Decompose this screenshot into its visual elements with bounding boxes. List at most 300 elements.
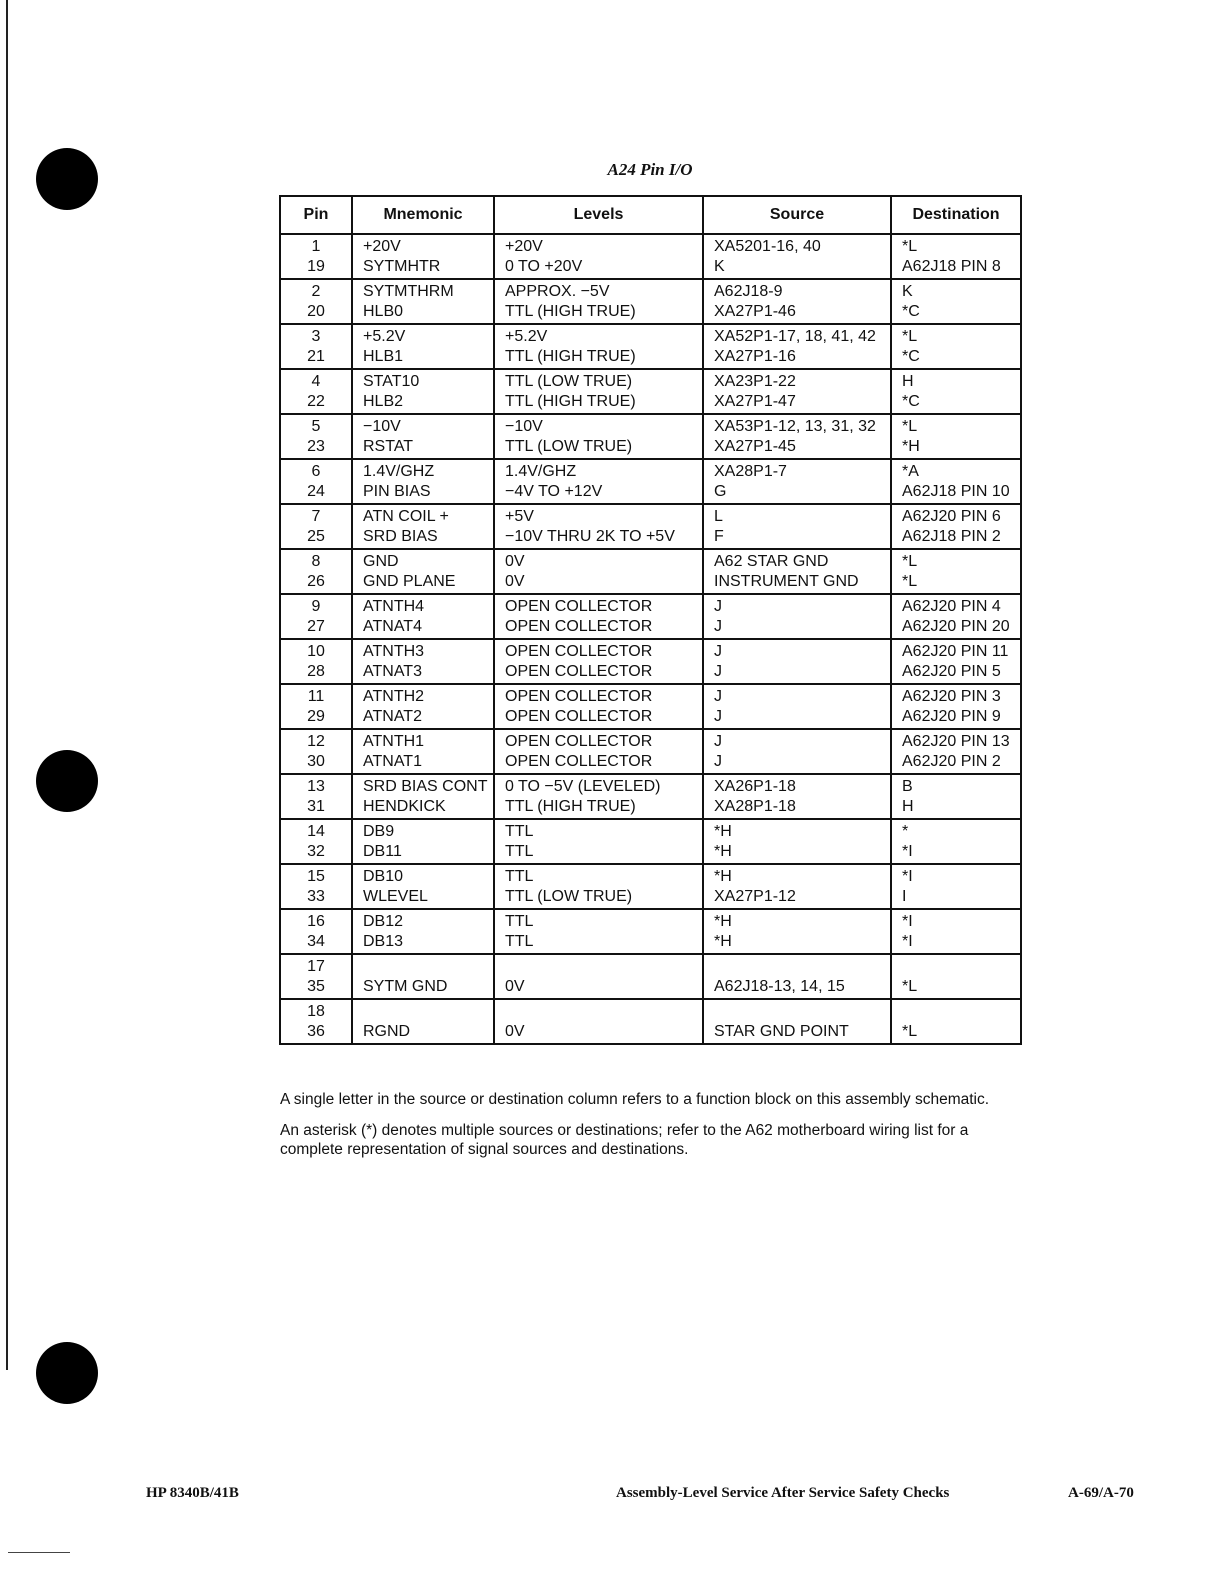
destination-line: *L bbox=[902, 978, 918, 995]
pin-line: 14 bbox=[307, 823, 325, 840]
destination-cell bbox=[891, 594, 1021, 639]
mnemonic-cell bbox=[352, 999, 494, 1044]
mnemonic-cell bbox=[352, 864, 494, 909]
levels-line: TTL (LOW TRUE) bbox=[505, 438, 633, 455]
mnemonic-cell bbox=[352, 639, 494, 684]
destination-line: *L bbox=[902, 1023, 918, 1040]
source-line: XA5201-16, 40 bbox=[714, 238, 821, 255]
destination-line: *L bbox=[902, 573, 918, 590]
destination-cell bbox=[891, 729, 1021, 774]
pin-cell bbox=[280, 459, 352, 504]
destination-line: *I bbox=[902, 933, 913, 950]
levels-line: TTL (LOW TRUE) bbox=[505, 888, 633, 905]
pin-cell bbox=[280, 909, 352, 954]
levels-cell bbox=[494, 324, 703, 369]
mnemonic-line: HLB1 bbox=[363, 348, 404, 365]
notes bbox=[280, 1090, 1025, 1171]
destination-line: *I bbox=[902, 868, 913, 885]
levels-line: TTL (HIGH TRUE) bbox=[505, 393, 636, 410]
footer-section-title: Assembly-Level Service After Service Safety Checks bbox=[616, 1485, 950, 1501]
levels-line: −10V bbox=[505, 418, 543, 435]
mnemonic-line: DB10 bbox=[363, 868, 404, 885]
source-cell bbox=[703, 369, 891, 414]
mnemonic-line: ATNTH3 bbox=[363, 643, 425, 660]
levels-line: TTL bbox=[505, 843, 534, 860]
pin-cell bbox=[280, 324, 352, 369]
mnemonic-cell bbox=[352, 459, 494, 504]
pin-line: 26 bbox=[307, 573, 325, 590]
mnemonic-line: RSTAT bbox=[363, 438, 414, 455]
destination-line: *L bbox=[902, 553, 918, 570]
levels-cell bbox=[494, 774, 703, 819]
header-mnemonic: Mnemonic bbox=[352, 196, 494, 234]
header-destination: Destination bbox=[891, 196, 1021, 234]
mnemonic-line: ATNAT4 bbox=[363, 618, 422, 635]
levels-line: OPEN COLLECTOR bbox=[505, 643, 653, 660]
source-cell bbox=[703, 459, 891, 504]
destination-line: *A bbox=[902, 463, 919, 480]
table-row bbox=[280, 729, 1021, 774]
source-line: *H bbox=[714, 823, 732, 840]
levels-line: TTL (HIGH TRUE) bbox=[505, 303, 636, 320]
pin-line: 30 bbox=[307, 753, 325, 770]
pin-cell bbox=[280, 549, 352, 594]
source-cell bbox=[703, 729, 891, 774]
pin-line: 17 bbox=[307, 958, 325, 975]
destination-line: A62J20 PIN 9 bbox=[902, 708, 1001, 725]
table-row bbox=[280, 909, 1021, 954]
pin-line: 1 bbox=[311, 238, 321, 255]
pin-line: 21 bbox=[307, 348, 325, 365]
mnemonic-line: ATNAT1 bbox=[363, 753, 422, 770]
destination-line: A62J20 PIN 11 bbox=[902, 643, 1009, 660]
source-cell bbox=[703, 414, 891, 459]
table-row bbox=[280, 369, 1021, 414]
bottom-left-rule bbox=[8, 1552, 70, 1553]
binder-hole-middle bbox=[36, 750, 98, 812]
source-line bbox=[714, 957, 890, 977]
destination-cell bbox=[891, 279, 1021, 324]
mnemonic-line: ATN COIL + bbox=[363, 508, 449, 525]
levels-line: +5.2V bbox=[505, 328, 548, 345]
destination-line bbox=[902, 1002, 1020, 1022]
source-line: INSTRUMENT GND bbox=[714, 573, 859, 590]
levels-cell bbox=[494, 639, 703, 684]
table-row bbox=[280, 954, 1021, 999]
mnemonic-cell bbox=[352, 549, 494, 594]
table-row bbox=[280, 594, 1021, 639]
header-pin: Pin bbox=[280, 196, 352, 234]
pin-cell bbox=[280, 729, 352, 774]
levels-line: TTL (LOW TRUE) bbox=[505, 373, 633, 390]
header-levels: Levels bbox=[494, 196, 703, 234]
header-source: Source bbox=[703, 196, 891, 234]
mnemonic-line: PIN BIAS bbox=[363, 483, 431, 500]
destination-line: H bbox=[902, 373, 914, 390]
note-single-letter: A single letter in the source or destination column refers to a function block on this assembly schematic. bbox=[280, 1091, 990, 1108]
pin-cell bbox=[280, 864, 352, 909]
levels-line: OPEN COLLECTOR bbox=[505, 663, 653, 680]
destination-cell bbox=[891, 369, 1021, 414]
levels-line: 0 TO +20V bbox=[505, 258, 583, 275]
source-line: J bbox=[714, 643, 722, 660]
source-line: J bbox=[714, 753, 722, 770]
mnemonic-line: ATNAT3 bbox=[363, 663, 422, 680]
destination-cell bbox=[891, 774, 1021, 819]
source-line: XA28P1-18 bbox=[714, 798, 796, 815]
destination-cell bbox=[891, 684, 1021, 729]
levels-line: 0V bbox=[505, 573, 525, 590]
pin-line: 35 bbox=[307, 978, 325, 995]
source-cell bbox=[703, 549, 891, 594]
destination-line: *C bbox=[902, 348, 920, 365]
destination-line: *C bbox=[902, 393, 920, 410]
levels-cell bbox=[494, 279, 703, 324]
destination-cell bbox=[891, 324, 1021, 369]
pin-line: 9 bbox=[311, 598, 321, 615]
mnemonic-line: HENDKICK bbox=[363, 798, 446, 815]
pin-line: 23 bbox=[307, 438, 325, 455]
source-line: XA27P1-16 bbox=[714, 348, 796, 365]
source-line: J bbox=[714, 733, 722, 750]
destination-line: A62J18 PIN 10 bbox=[902, 483, 1010, 500]
levels-cell bbox=[494, 909, 703, 954]
levels-line: +20V bbox=[505, 238, 543, 255]
pin-cell bbox=[280, 594, 352, 639]
source-cell bbox=[703, 819, 891, 864]
mnemonic-line: ATNTH4 bbox=[363, 598, 425, 615]
source-line: K bbox=[714, 258, 725, 275]
levels-line: TTL bbox=[505, 933, 534, 950]
mnemonic-line: +20V bbox=[363, 238, 401, 255]
destination-line: A62J20 PIN 13 bbox=[902, 733, 1010, 750]
source-cell bbox=[703, 504, 891, 549]
pin-line: 28 bbox=[307, 663, 325, 680]
footer-page-number: A-69/A-70 bbox=[1068, 1485, 1134, 1501]
mnemonic-cell bbox=[352, 729, 494, 774]
mnemonic-line: SRD BIAS bbox=[363, 528, 438, 545]
destination-cell bbox=[891, 414, 1021, 459]
left-margin-line bbox=[6, 0, 8, 1370]
pin-line: 31 bbox=[307, 798, 325, 815]
table-row bbox=[280, 279, 1021, 324]
mnemonic-cell bbox=[352, 819, 494, 864]
mnemonic-line: ATNTH2 bbox=[363, 688, 425, 705]
source-line: A62J18-9 bbox=[714, 283, 783, 300]
source-cell bbox=[703, 594, 891, 639]
pin-line: 32 bbox=[307, 843, 325, 860]
mnemonic-line: 1.4V/GHZ bbox=[363, 463, 435, 480]
destination-cell bbox=[891, 909, 1021, 954]
source-line: *H bbox=[714, 913, 732, 930]
destination-line: *H bbox=[902, 438, 920, 455]
source-line: XA26P1-18 bbox=[714, 778, 796, 795]
source-line bbox=[714, 1002, 890, 1022]
pin-line: 8 bbox=[311, 553, 321, 570]
levels-cell bbox=[494, 414, 703, 459]
mnemonic-line: STAT10 bbox=[363, 373, 420, 390]
pin-line: 20 bbox=[307, 303, 325, 320]
pin-line: 13 bbox=[307, 778, 325, 795]
footer-model: HP 8340B/41B bbox=[146, 1485, 239, 1501]
source-line: XA27P1-46 bbox=[714, 303, 796, 320]
destination-line: A62J20 PIN 3 bbox=[902, 688, 1001, 705]
levels-cell bbox=[494, 369, 703, 414]
pin-line: 5 bbox=[311, 418, 321, 435]
destination-line: A62J20 PIN 20 bbox=[902, 618, 1010, 635]
levels-line: −10V THRU 2K TO +5V bbox=[505, 528, 675, 545]
destination-line: *L bbox=[902, 418, 918, 435]
destination-line: A62J20 PIN 4 bbox=[902, 598, 1001, 615]
source-line: J bbox=[714, 663, 722, 680]
pin-line: 6 bbox=[311, 463, 321, 480]
pin-cell bbox=[280, 819, 352, 864]
source-cell bbox=[703, 279, 891, 324]
source-cell bbox=[703, 954, 891, 999]
note-asterisk: An asterisk (*) denotes multiple sources or destinations; refer to the A62 motherboard wiring list for a complete representation of signal sources and destinations. bbox=[280, 1122, 969, 1158]
mnemonic-line: SYTMTHRM bbox=[363, 283, 454, 300]
mnemonic-cell bbox=[352, 504, 494, 549]
mnemonic-line: WLEVEL bbox=[363, 888, 428, 905]
levels-cell bbox=[494, 954, 703, 999]
pin-cell bbox=[280, 954, 352, 999]
mnemonic-cell bbox=[352, 954, 494, 999]
table-row bbox=[280, 774, 1021, 819]
pin-line: 10 bbox=[307, 643, 325, 660]
destination-line bbox=[902, 957, 1020, 977]
table-row bbox=[280, 819, 1021, 864]
destination-cell bbox=[891, 459, 1021, 504]
source-line: *H bbox=[714, 933, 732, 950]
levels-line: TTL (HIGH TRUE) bbox=[505, 348, 636, 365]
destination-line: * bbox=[902, 823, 909, 840]
levels-line bbox=[505, 1002, 702, 1022]
source-line: J bbox=[714, 618, 722, 635]
mnemonic-cell bbox=[352, 414, 494, 459]
pin-cell bbox=[280, 414, 352, 459]
table-row bbox=[280, 684, 1021, 729]
source-cell bbox=[703, 774, 891, 819]
pin-line: 36 bbox=[307, 1023, 325, 1040]
destination-cell bbox=[891, 819, 1021, 864]
levels-line bbox=[505, 957, 702, 977]
source-line: XA23P1-22 bbox=[714, 373, 796, 390]
binder-hole-bottom bbox=[36, 1342, 98, 1404]
levels-line: TTL bbox=[505, 868, 534, 885]
pin-line: 22 bbox=[307, 393, 325, 410]
mnemonic-line: RGND bbox=[363, 1023, 411, 1040]
pin-line: 11 bbox=[307, 688, 325, 705]
levels-cell bbox=[494, 504, 703, 549]
mnemonic-line: SYTMHTR bbox=[363, 258, 441, 275]
levels-cell bbox=[494, 594, 703, 639]
table-body bbox=[280, 234, 1021, 1044]
pin-line: 12 bbox=[307, 733, 325, 750]
source-line: G bbox=[714, 483, 727, 500]
pin-line: 33 bbox=[307, 888, 325, 905]
destination-cell bbox=[891, 234, 1021, 279]
destination-line: *I bbox=[902, 913, 913, 930]
pin-line: 34 bbox=[307, 933, 325, 950]
destination-line: I bbox=[902, 888, 907, 905]
levels-line: TTL bbox=[505, 913, 534, 930]
mnemonic-cell bbox=[352, 369, 494, 414]
source-line: XA28P1-7 bbox=[714, 463, 787, 480]
table-row bbox=[280, 234, 1021, 279]
mnemonic-cell bbox=[352, 279, 494, 324]
pin-line: 3 bbox=[311, 328, 321, 345]
mnemonic-cell bbox=[352, 684, 494, 729]
destination-line: A62J20 PIN 2 bbox=[902, 753, 1001, 770]
mnemonic-line: +5.2V bbox=[363, 328, 406, 345]
mnemonic-line: ATNAT2 bbox=[363, 708, 422, 725]
mnemonic-line bbox=[363, 957, 493, 977]
pin-cell bbox=[280, 684, 352, 729]
destination-line: *I bbox=[902, 843, 913, 860]
table-row bbox=[280, 504, 1021, 549]
table-row bbox=[280, 549, 1021, 594]
levels-line: TTL (HIGH TRUE) bbox=[505, 798, 636, 815]
source-line: J bbox=[714, 598, 722, 615]
mnemonic-line: SYTM GND bbox=[363, 978, 448, 995]
destination-cell bbox=[891, 864, 1021, 909]
pin-line: 15 bbox=[307, 868, 325, 885]
mnemonic-line: HLB2 bbox=[363, 393, 404, 410]
levels-line: 0V bbox=[505, 1023, 525, 1040]
pin-cell bbox=[280, 279, 352, 324]
source-cell bbox=[703, 639, 891, 684]
pin-cell bbox=[280, 639, 352, 684]
table-row bbox=[280, 324, 1021, 369]
table-row bbox=[280, 639, 1021, 684]
source-line: *H bbox=[714, 868, 732, 885]
destination-line: *L bbox=[902, 328, 918, 345]
destination-line: H bbox=[902, 798, 914, 815]
levels-cell bbox=[494, 864, 703, 909]
destination-line: A62J18 PIN 2 bbox=[902, 528, 1001, 545]
pin-line: 18 bbox=[307, 1003, 325, 1020]
mnemonic-line: HLB0 bbox=[363, 303, 404, 320]
levels-line: OPEN COLLECTOR bbox=[505, 618, 653, 635]
destination-line: A62J20 PIN 6 bbox=[902, 508, 1001, 525]
pin-cell bbox=[280, 999, 352, 1044]
source-line: XA27P1-45 bbox=[714, 438, 796, 455]
pin-line: 2 bbox=[311, 283, 321, 300]
source-line: *H bbox=[714, 843, 732, 860]
source-cell bbox=[703, 864, 891, 909]
levels-line: OPEN COLLECTOR bbox=[505, 708, 653, 725]
mnemonic-cell bbox=[352, 324, 494, 369]
mnemonic-line: DB9 bbox=[363, 823, 395, 840]
destination-line: A62J20 PIN 5 bbox=[902, 663, 1001, 680]
source-cell bbox=[703, 234, 891, 279]
pin-line: 29 bbox=[307, 708, 325, 725]
levels-line: TTL bbox=[505, 823, 534, 840]
mnemonic-line: SRD BIAS CONT bbox=[363, 778, 488, 795]
source-line: XA27P1-12 bbox=[714, 888, 796, 905]
levels-line: −4V TO +12V bbox=[505, 483, 603, 500]
pin-line: 27 bbox=[307, 618, 325, 635]
source-line: XA52P1-17, 18, 41, 42 bbox=[714, 328, 876, 345]
levels-cell bbox=[494, 819, 703, 864]
levels-line: OPEN COLLECTOR bbox=[505, 753, 653, 770]
mnemonic-line: DB11 bbox=[363, 843, 402, 860]
levels-cell bbox=[494, 459, 703, 504]
destination-line: K bbox=[902, 283, 913, 300]
levels-line: OPEN COLLECTOR bbox=[505, 733, 653, 750]
pin-line: 19 bbox=[307, 258, 325, 275]
pin-cell bbox=[280, 234, 352, 279]
destination-cell bbox=[891, 639, 1021, 684]
mnemonic-cell bbox=[352, 594, 494, 639]
levels-line: OPEN COLLECTOR bbox=[505, 598, 653, 615]
source-line: XA53P1-12, 13, 31, 32 bbox=[714, 418, 876, 435]
source-line: A62J18-13, 14, 15 bbox=[714, 978, 845, 995]
levels-line: +5V bbox=[505, 508, 534, 525]
mnemonic-cell bbox=[352, 774, 494, 819]
source-cell bbox=[703, 684, 891, 729]
pin-line: 7 bbox=[311, 508, 321, 525]
mnemonic-line: GND bbox=[363, 553, 399, 570]
mnemonic-line: DB12 bbox=[363, 913, 404, 930]
destination-cell bbox=[891, 549, 1021, 594]
pin-cell bbox=[280, 774, 352, 819]
levels-line: OPEN COLLECTOR bbox=[505, 688, 653, 705]
destination-line: A62J18 PIN 8 bbox=[902, 258, 1001, 275]
pin-line: 16 bbox=[307, 913, 325, 930]
levels-cell bbox=[494, 234, 703, 279]
pin-io-table bbox=[279, 195, 1022, 1045]
source-line: F bbox=[714, 528, 724, 545]
pin-line: 24 bbox=[307, 483, 325, 500]
source-cell bbox=[703, 324, 891, 369]
destination-cell bbox=[891, 504, 1021, 549]
levels-cell bbox=[494, 999, 703, 1044]
table-header-row bbox=[280, 196, 1021, 234]
source-line: STAR GND POINT bbox=[714, 1023, 849, 1040]
table-row bbox=[280, 414, 1021, 459]
destination-cell bbox=[891, 999, 1021, 1044]
destination-line: *C bbox=[902, 303, 920, 320]
pin-line: 4 bbox=[311, 373, 321, 390]
page-title: A24 Pin I/O bbox=[607, 160, 693, 179]
source-line: J bbox=[714, 708, 722, 725]
pin-line: 25 bbox=[307, 528, 325, 545]
mnemonic-line: −10V bbox=[363, 418, 401, 435]
pin-cell bbox=[280, 504, 352, 549]
mnemonic-line: DB13 bbox=[363, 933, 404, 950]
mnemonic-line bbox=[363, 1002, 493, 1022]
source-line: J bbox=[714, 688, 722, 705]
source-line: A62 STAR GND bbox=[714, 553, 829, 570]
levels-line: 1.4V/GHZ bbox=[505, 463, 577, 480]
table-row bbox=[280, 459, 1021, 504]
levels-cell bbox=[494, 729, 703, 774]
destination-cell bbox=[891, 954, 1021, 999]
source-cell bbox=[703, 909, 891, 954]
mnemonic-cell bbox=[352, 234, 494, 279]
levels-line: 0V bbox=[505, 553, 525, 570]
levels-line: 0V bbox=[505, 978, 525, 995]
destination-line: *L bbox=[902, 238, 918, 255]
source-line: L bbox=[714, 508, 723, 525]
levels-cell bbox=[494, 684, 703, 729]
table-row bbox=[280, 864, 1021, 909]
levels-line: 0 TO −5V (LEVELED) bbox=[505, 778, 661, 795]
destination-line: B bbox=[902, 778, 913, 795]
table-row bbox=[280, 999, 1021, 1044]
levels-line: APPROX. −5V bbox=[505, 283, 610, 300]
